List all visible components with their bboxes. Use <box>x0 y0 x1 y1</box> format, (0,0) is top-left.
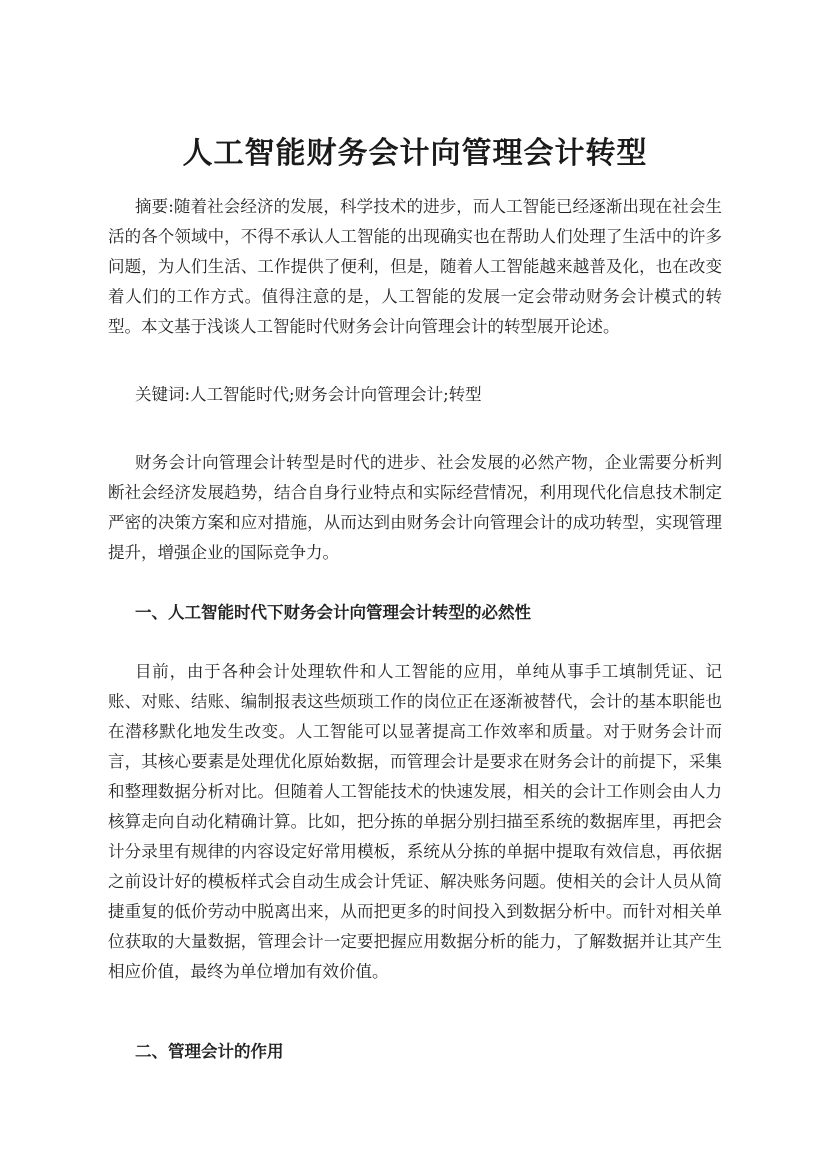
keywords-paragraph: 关键词:人工智能时代;财务会计向管理会计;转型 <box>135 385 482 404</box>
document-title: 人工智能财务会计向管理会计转型 <box>182 136 648 172</box>
section-1-heading: 一、人工智能时代下财务会计向管理会计转型的必然性 <box>135 603 531 622</box>
abstract-paragraph: 摘要:随着社会经济的发展，科学技术的进步，而人工智能已经逐渐出现在社会生活的各个领域中，不得不承认人工智能的出现确实也在帮助人们处理了生活中的许多问题，为人们生活、工作提供了便利，但是，随着人工智能越来越普及化，也在改变着人们的工作方式。值得注意的是，人工智能的发展一定会带动财务会计模式的转型。本文基于浅谈人工智能时代财务会计向管理会计的转型展开论述。 <box>108 197 722 336</box>
section-2-heading: 二、管理会计的作用 <box>135 1042 284 1061</box>
section-1-body: 目前，由于各种会计处理软件和人工智能的应用，单纯从事手工填制凭证、记账、对账、结账、编制报表这些烦琐工作的岗位正在逐渐被替代，会计的基本职能也在潜移默化地发生改变。人工智能可以显著提高工作效率和质量。对于财务会计而言，其核心要素是处理优化原始数据，而管理会计是要求在财务会计的前提下，采集和整理数据分析对比。但随着人工智能技术的快速发展，相关的会计工作则会由人力核算走向自动化精确计算。比如，把分拣的单据分别扫描至系统的数据库里，再把会计分录里有规律的内容设定好常用模板，系统从分拣的单据中提取有效信息，再依据之前设计好的模板样式会自动生成会计凭证、解决账务问题。使相关的会计人员从简捷重复的低价劳动中脱离出来，从而把更多的时间投入到数据分析中。而针对相关单位获取的大量数据，管理会计一定要把握应用数据分析的能力，了解数据并让其产生相应价值，最终为单位增加有效价值。 <box>108 662 722 981</box>
intro-paragraph: 财务会计向管理会计转型是时代的进步、社会发展的必然产物，企业需要分析判断社会经济发展趋势，结合自身行业特点和实际经营情况，利用现代化信息技术制定严密的决策方案和应对措施，从而达到由财务会计向管理会计的成功转型，实现管理提升，增强企业的国际竞争力。 <box>108 453 722 562</box>
